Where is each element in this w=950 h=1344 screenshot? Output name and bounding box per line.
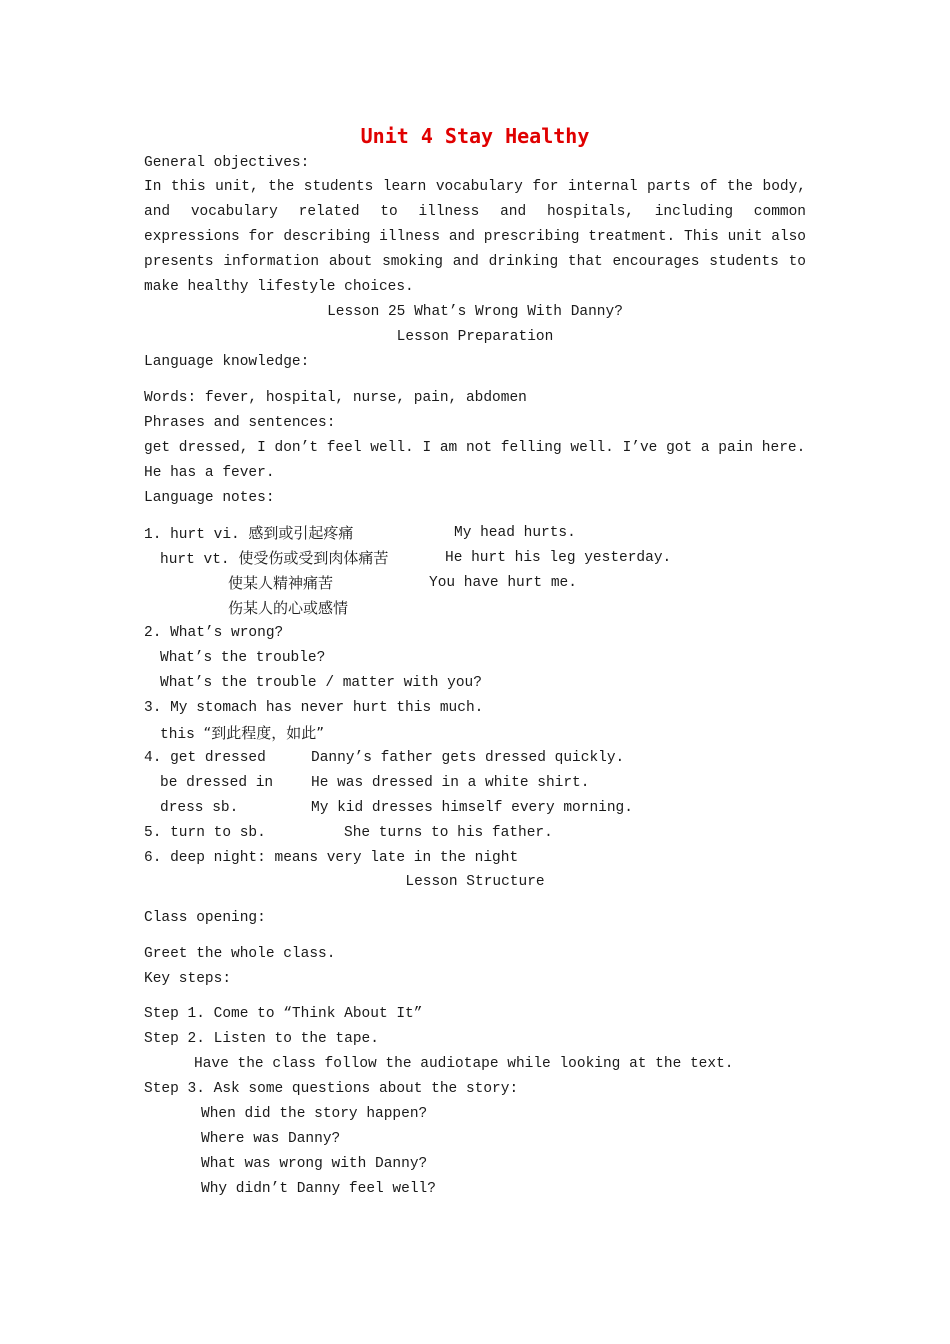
note-item: 5. turn to sb.: [144, 825, 266, 841]
step-detail: Have the class follow the audiotape while looking at the text.: [194, 1056, 734, 1072]
phrases-label: Phrases and sentences:: [144, 415, 336, 431]
language-knowledge-label: Language knowledge:: [144, 354, 310, 370]
note-item: 3. My stomach has never hurt this much.: [144, 700, 484, 716]
question-item: Why didn’t Danny feel well?: [201, 1181, 436, 1197]
lesson-preparation-heading: Lesson Preparation: [396, 329, 554, 345]
note-example: My head hurts.: [454, 525, 576, 541]
language-notes-label: Language notes:: [144, 490, 275, 506]
note-item: 伤某人的心或感情: [228, 599, 349, 617]
key-steps-label: Key steps:: [144, 971, 232, 987]
step-item: Step 3. Ask some questions about the story:: [144, 1081, 519, 1097]
question-item: When did the story happen?: [201, 1106, 428, 1122]
note-example: My kid dresses himself every morning.: [311, 800, 633, 816]
class-opening-label: Class opening:: [144, 910, 266, 926]
step-item: Step 1. Come to “Think About It”: [144, 1006, 423, 1022]
phrases-line: He has a fever.: [144, 465, 275, 481]
step-item: Step 2. Listen to the tape.: [144, 1031, 379, 1047]
note-example: You have hurt me.: [429, 575, 577, 591]
note-item: this “到此程度，如此”: [160, 724, 325, 743]
note-item: What’s the trouble?: [160, 650, 326, 666]
general-objectives-label: General objectives:: [144, 155, 310, 171]
lesson-title: Lesson 25 What’s Wrong With Danny?: [327, 304, 623, 320]
words-line: Words: fever, hospital, nurse, pain, abdomen: [144, 390, 527, 406]
note-example: He was dressed in a white shirt.: [311, 775, 590, 791]
question-item: What was wrong with Danny?: [201, 1156, 428, 1172]
phrases-line: get dressed, I don’t feel well. I am not felling well. I’ve got a pain here.: [144, 440, 806, 456]
note-item: hurt vt. 使受伤或受到肉体痛苦: [160, 549, 389, 568]
lesson-structure-heading: Lesson Structure: [405, 874, 545, 890]
note-item: 6. deep night: means very late in the night: [144, 850, 519, 866]
page-title: Unit 4 Stay Healthy: [360, 124, 590, 148]
note-item: be dressed in: [160, 775, 274, 791]
general-objectives-text: In this unit, the students learn vocabulary for internal parts of the body, and vocabulary related to illness and hospitals, including common expressions for describing illness and prescribing treatment. This unit also presents information about smoking and drinking that encourages students to make healthy lifestyle choices.: [144, 179, 806, 295]
note-example: She turns to his father.: [344, 825, 553, 841]
note-example: He hurt his leg yesterday.: [445, 550, 672, 566]
note-item: 4. get dressed: [144, 750, 266, 766]
note-example: Danny’s father gets dressed quickly.: [311, 750, 625, 766]
note-item: 使某人精神痛苦: [228, 574, 334, 592]
class-opening-text: Greet the whole class.: [144, 946, 336, 962]
note-item: 2. What’s wrong?: [144, 625, 284, 641]
note-item: dress sb.: [160, 800, 239, 816]
question-item: Where was Danny?: [201, 1131, 341, 1147]
note-item: What’s the trouble / matter with you?: [160, 675, 482, 691]
note-item: 1. hurt vi. 感到或引起疼痛: [144, 524, 354, 543]
